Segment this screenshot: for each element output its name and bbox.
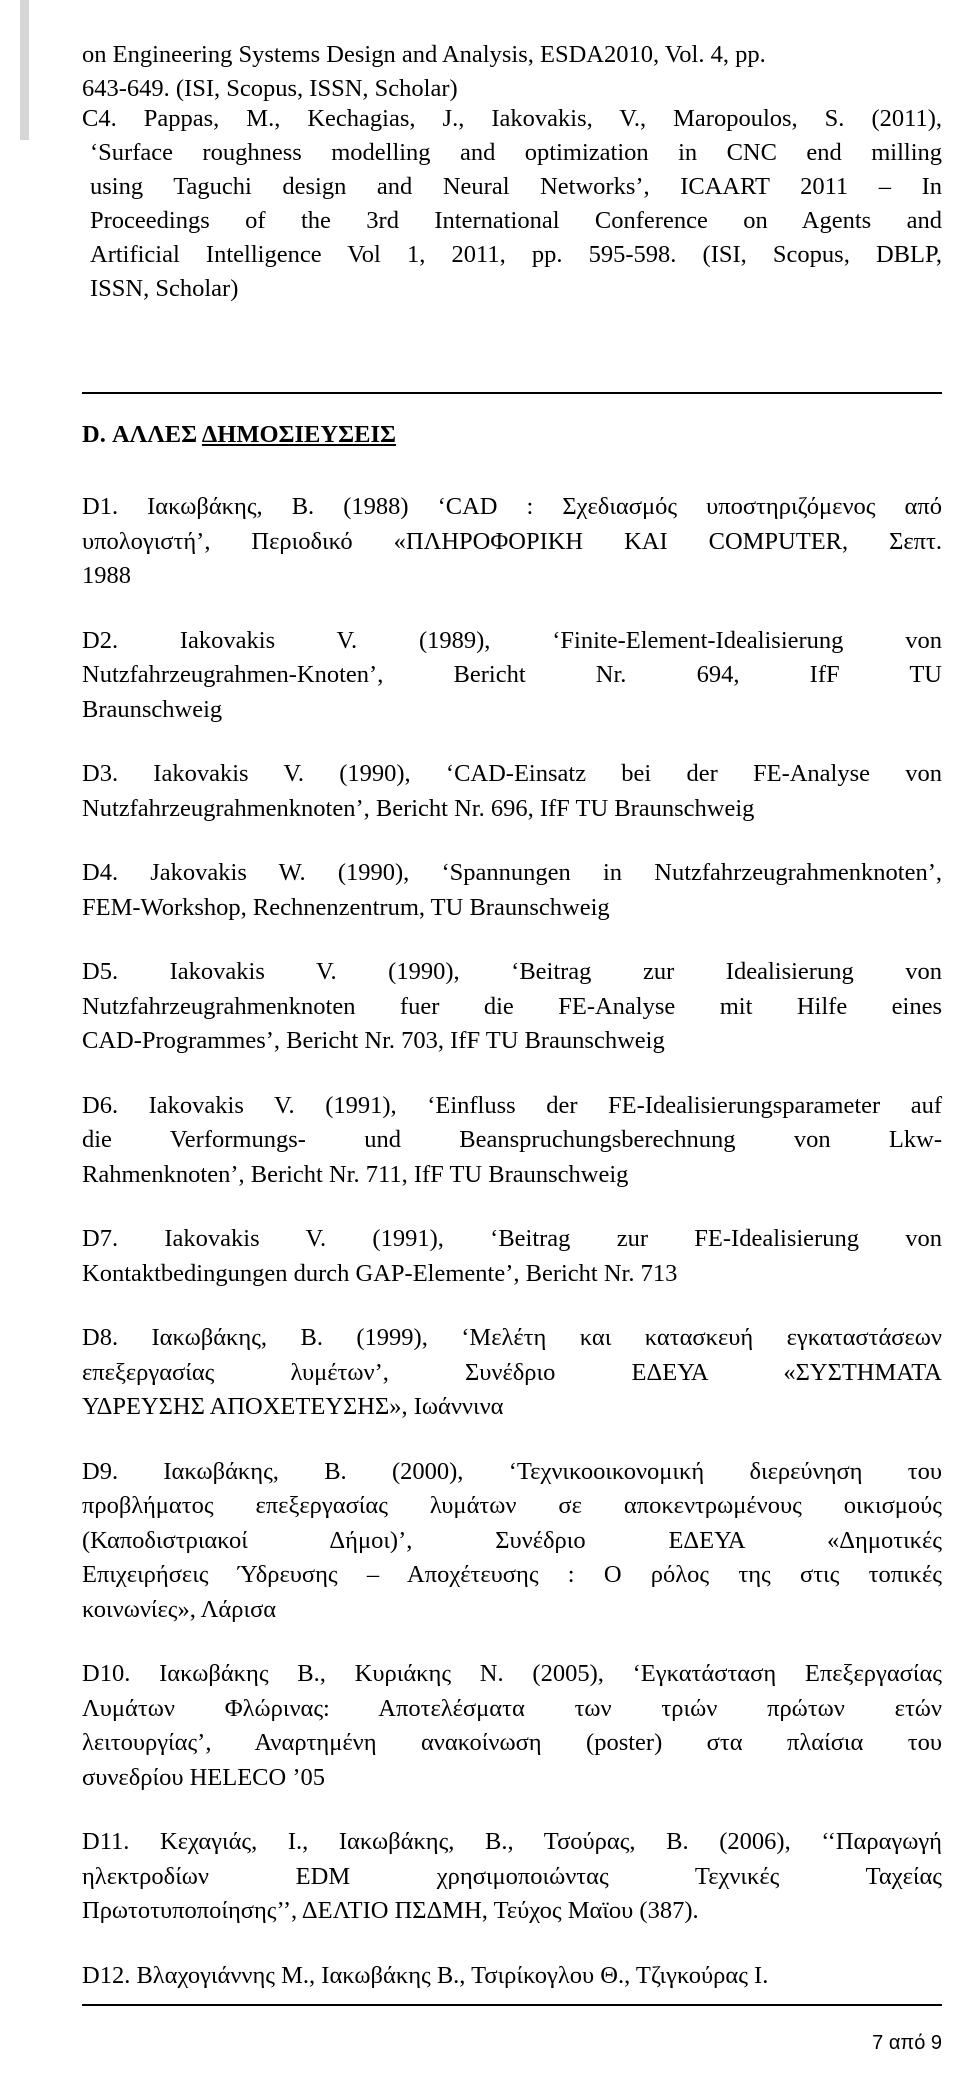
- publication-line: D12. Βλαχογιάννης Μ., Ιακωβάκης Β., Τσιρίκογλου Θ., Τζιγκούρας Ι.: [82, 1961, 769, 1989]
- publication-line: D5. Iakovakis V. (1990), ‘Beitrag zur Idealisierung von: [82, 958, 942, 985]
- publication-line: Πρωτοτυποποίησης’’, ΔΕΛΤΙΟ ΠΣΔΜΗ, Τεύχος Μαϊου (387).: [82, 1897, 699, 1924]
- publication-line: D11. Κεχαγιάς, Ι., Ιακωβάκης, Β., Τσούρας, Β. (2006), ‘‘Παραγωγή: [82, 1828, 942, 1855]
- publication-line: επεξεργασίας λυμέτων’, Συνέδριο ΕΔΕΥΑ «ΣΥΣΤΗΜΑΤΑ: [82, 1358, 942, 1386]
- publication-entry: [82, 1825, 942, 1929]
- publication-entry: [82, 1321, 942, 1425]
- publication-entry: [82, 1089, 942, 1193]
- publication-line: ηλεκτροδίων EDM χρησιμοποιώντας Τεχνικές Ταχείας: [82, 1862, 942, 1890]
- publication-line: Braunschweig: [82, 695, 223, 723]
- publication-line: υπολογιστή’, Περιοδικό «ΠΛΗΡΟΦΟΡΙΚΗ ΚΑΙ COMPUTER, Σεπτ.: [82, 527, 942, 555]
- publication-line: Επιχειρήσεις Ύδρευσης – Αποχέτευσης : Ο ρόλος της στις τοπικές: [82, 1561, 942, 1588]
- publication-line: Nutzfahrzeugrahmenknoten’, Bericht Nr. 696, IfF TU Braunschweig: [82, 794, 755, 822]
- continuation-line-2: 643-649. (ISI, Scopus, ISSN, Scholar): [82, 75, 458, 102]
- c4-line-3: using Taguchi design and Neural Networks’, ICAART 2011 – In: [90, 173, 942, 200]
- publication-line: Nutzfahrzeugrahmen-Knoten’, Bericht Nr. 694, IfF TU: [82, 661, 942, 688]
- publication-line: λειτουργίας’, Αναρτημένη ανακοίνωση (poster) στα πλαίσια του: [82, 1729, 942, 1756]
- publication-line: D3. Iakovakis V. (1990), ‘CAD-Einsatz bei der FE-Analyse von: [82, 760, 942, 787]
- publication-line: D7. Iakovakis V. (1991), ‘Beitrag zur FE-Idealisierung von: [82, 1225, 942, 1252]
- publication-line: D9. Ιακωβάκης, Β. (2000), ‘Τεχνικοοικονομική διερεύνηση του: [82, 1457, 942, 1485]
- c4-line-6: ISSN, Scholar): [90, 275, 239, 302]
- publication-entry: [82, 1959, 942, 1994]
- c4-line-1: C4. Pappas, M., Kechagias, J., Iakovakis, V., Maropoulos, S. (2011),: [82, 105, 942, 132]
- publication-entry: [82, 955, 942, 1059]
- section-title-part-2: ΔΗΜΟΣΙΕΥΣΕΙΣ: [201, 421, 397, 448]
- publication-line: 1988: [82, 562, 131, 589]
- publication-line: D2. Iakovakis V. (1989), ‘Finite-Element-Idealisierung von: [82, 626, 942, 654]
- margin-change-bar: [20, 0, 29, 140]
- publication-entry: [82, 856, 942, 925]
- publication-line: κοινωνίες», Λάρισα: [82, 1595, 277, 1623]
- publication-entry: [82, 1455, 942, 1628]
- publication-entry: [82, 757, 942, 826]
- continuation-line-1: on Engineering Systems Design and Analysis, ESDA2010, Vol. 4, pp.: [82, 41, 766, 68]
- publication-line: FEM-Workshop, Rechnenzentrum, TU Braunschweig: [82, 893, 610, 921]
- c4-line-4: Proceedings of the 3rd International Conference on Agents and: [90, 207, 942, 234]
- section-prefix: D.: [82, 421, 112, 448]
- publication-entry: [82, 1657, 942, 1795]
- publication-line: Nutzfahrzeugrahmenknoten fuer die FE-Analyse mit Hilfe eines: [82, 992, 942, 1020]
- reference-c4: [82, 102, 942, 306]
- continuation-text: [82, 38, 942, 106]
- publication-line: Kontaktbedingungen durch GAP-Elemente’, Bericht Nr. 713: [82, 1259, 678, 1287]
- c4-line-2: ‘Surface roughness modelling and optimization in CNC end milling: [90, 139, 942, 166]
- publication-entry: [82, 490, 942, 594]
- publication-line: CAD-Programmes’, Bericht Nr. 703, IfF TU Braunschweig: [82, 1027, 665, 1054]
- publication-entry: [82, 624, 942, 728]
- publication-line: D8. Ιακωβάκης, Β. (1999), ‘Μελέτη και κατασκευή εγκαταστάσεων: [82, 1324, 942, 1351]
- publication-line: (Καποδιστριακοί Δήμοι)’, Συνέδριο ΕΔΕΥΑ «Δημοτικές: [82, 1526, 942, 1554]
- section-divider: [82, 392, 942, 394]
- publication-line: ΥΔΡΕΥΣΗΣ ΑΠΟΧΕΤΕΥΣΗΣ», Ιωάννινα: [82, 1393, 504, 1420]
- publication-line: συνεδρίου HELECO ’05: [82, 1763, 325, 1791]
- publication-line: D1. Ιακωβάκης, Β. (1988) ‘CAD : Σχεδιασμός υποστηριζόμενος από: [82, 493, 942, 520]
- publication-line: die Verformungs- und Beanspruchungsberechnung von Lkw-: [82, 1126, 942, 1153]
- page-number: 7 από 9: [872, 2032, 942, 2054]
- c4-line-5: Artificial Intelligence Vol 1, 2011, pp. 595-598. (ISI, Scopus, DBLP,: [90, 241, 942, 268]
- publication-line: D6. Iakovakis V. (1991), ‘Einfluss der FE-Idealisierungsparameter auf: [82, 1091, 942, 1119]
- publication-entry: [82, 1222, 942, 1291]
- publication-line: προβλήματος επεξεργασίας λυμάτων σε αποκεντρωμένους οικισμούς: [82, 1492, 942, 1519]
- publication-line: Λυμάτων Φλώρινας: Αποτελέσματα των τριών πρώτων ετών: [82, 1694, 942, 1722]
- footer-divider: [82, 2004, 942, 2006]
- publication-line: D10. Ιακωβάκης Β., Κυριάκης Ν. (2005), ‘Εγκατάσταση Επεξεργασίας: [82, 1660, 942, 1687]
- publication-line: Rahmenknoten’, Bericht Nr. 711, IfF TU Braunschweig: [82, 1160, 629, 1188]
- section-title: [82, 418, 396, 452]
- publication-line: D4. Jakovakis W. (1990), ‘Spannungen in Nutzfahrzeugrahmenknoten’,: [82, 859, 942, 886]
- publication-list: [82, 490, 942, 2023]
- section-title-part-1: ΑΛΛΕΣ: [111, 421, 202, 448]
